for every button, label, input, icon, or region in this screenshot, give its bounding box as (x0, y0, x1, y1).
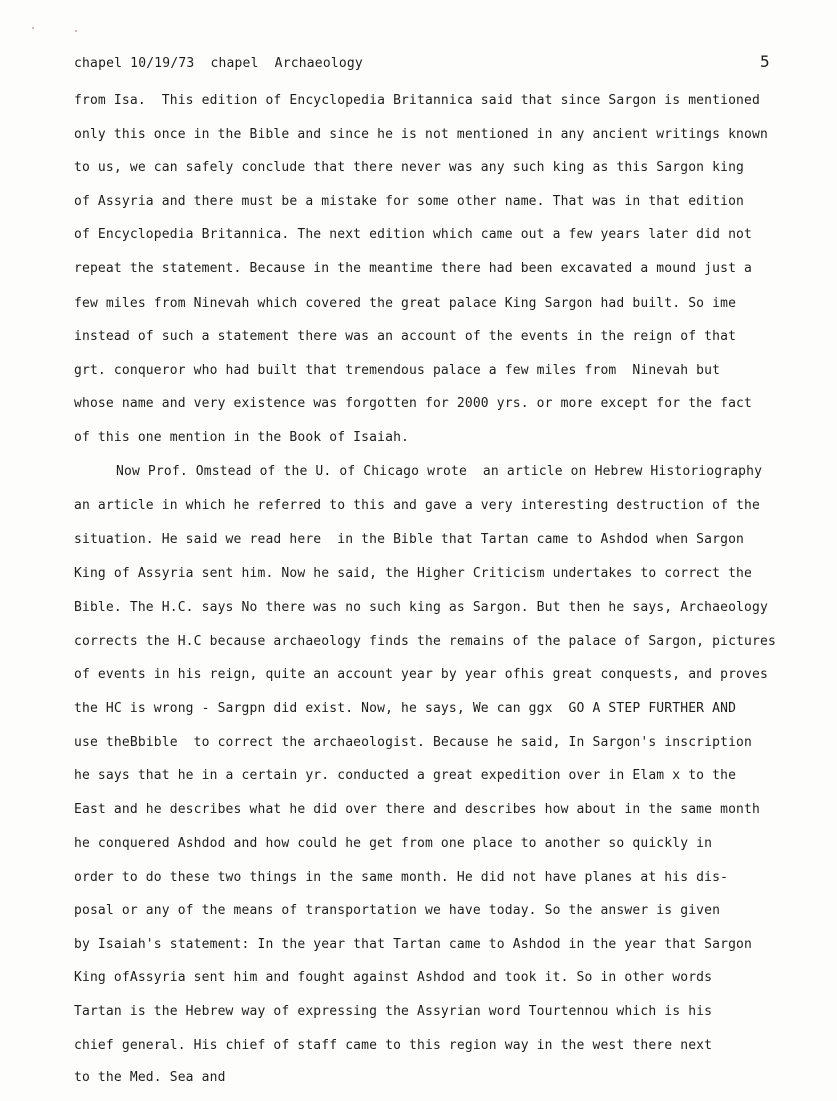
text-line-1: from Isa. This edition of Encyclopedia Britannica said that since Sargon is mentioned (74, 93, 760, 108)
text-line-8: instead of such a statement there was an account of the events in the reign of that (74, 329, 737, 344)
text-line-25: posal or any of the means of transportation we have today. So the answer is given (74, 903, 721, 918)
page-number: 5 (760, 52, 770, 71)
text-line-23: he conquered Ashdod and how could he get from one place to another so quickly in (74, 836, 713, 851)
text-line-2: only this once in the Bible and since he is not mentioned in any ancient writings known (74, 127, 768, 142)
text-line-24: order to do these two things in the same month. He did not have planes at his dis- (74, 870, 729, 885)
text-line-7: few miles from Ninevah which covered the great palace King Sargon had built. So ime (74, 296, 737, 311)
text-line-13: an article in which he referred to this and gave a very interesting destruction of the (74, 498, 760, 513)
text-line-16: Bible. The H.C. says No there was no such king as Sargon. But then he says, Archaeology (74, 600, 768, 615)
text-line-11: of this one mention in the Book of Isaiah. (74, 430, 410, 445)
text-line-15: King of Assyria sent him. Now he said, the Higher Criticism undertakes to correct the (74, 566, 753, 581)
page-header: chapel 10/19/73 chapel Archaeology (74, 56, 363, 71)
text-line-4: of Assyria and there must be a mistake for some other name. That was in that edition (74, 194, 745, 209)
text-line-9: grt. conqueror who had built that tremendous palace a few miles from Ninevah but (74, 363, 721, 378)
text-line-28: Tartan is the Hebrew way of expressing the Assyrian word Tourtennou which is his (74, 1004, 713, 1019)
text-line-6: repeat the statement. Because in the meantime there had been excavated a mound just a (74, 261, 753, 276)
text-line-19: the HC is wrong - Sargpn did exist. Now, he says, We can ggx GO A STEP FURTHER AND (74, 701, 737, 716)
text-line-12: Now Prof. Omstead of the U. of Chicago wrote an article on Hebrew Historiography (116, 464, 763, 479)
text-line-27: King ofAssyria sent him and fought against Ashdod and took it. So in other words (74, 970, 713, 985)
text-line-22: East and he describes what he did over there and describes how about in the same month (74, 802, 760, 817)
text-line-18: of events in his reign, quite an account year by year ofhis great conquests, and proves (74, 667, 768, 682)
text-line-30: to the Med. Sea and (74, 1070, 226, 1085)
text-line-3: to us, we can safely conclude that there never was any such king as this Sargon king (74, 160, 745, 175)
text-line-21: he says that he in a certain yr. conducted a great expedition over in Elam x to the (74, 768, 737, 783)
text-line-14: situation. He said we read here in the Bible that Tartan came to Ashdod when Sargon (74, 532, 745, 547)
paper-speck (75, 30, 77, 32)
text-line-10: whose name and very existence was forgotten for 2000 yrs. or more except for the fact (74, 396, 753, 411)
text-line-20: use theBbible to correct the archaeologist. Because he said, In Sargon's inscription (74, 735, 753, 750)
text-line-29: chief general. His chief of staff came to this region way in the west there next (74, 1038, 713, 1053)
text-line-5: of Encyclopedia Britannica. The next edition which came out a few years later did not (74, 227, 753, 242)
paper-speck (32, 27, 34, 29)
text-line-26: by Isaiah's statement: In the year that Tartan came to Ashdod in the year that Sargon (74, 937, 753, 952)
text-line-17: corrects the H.C because archaeology finds the remains of the palace of Sargon, pictures (74, 634, 776, 649)
